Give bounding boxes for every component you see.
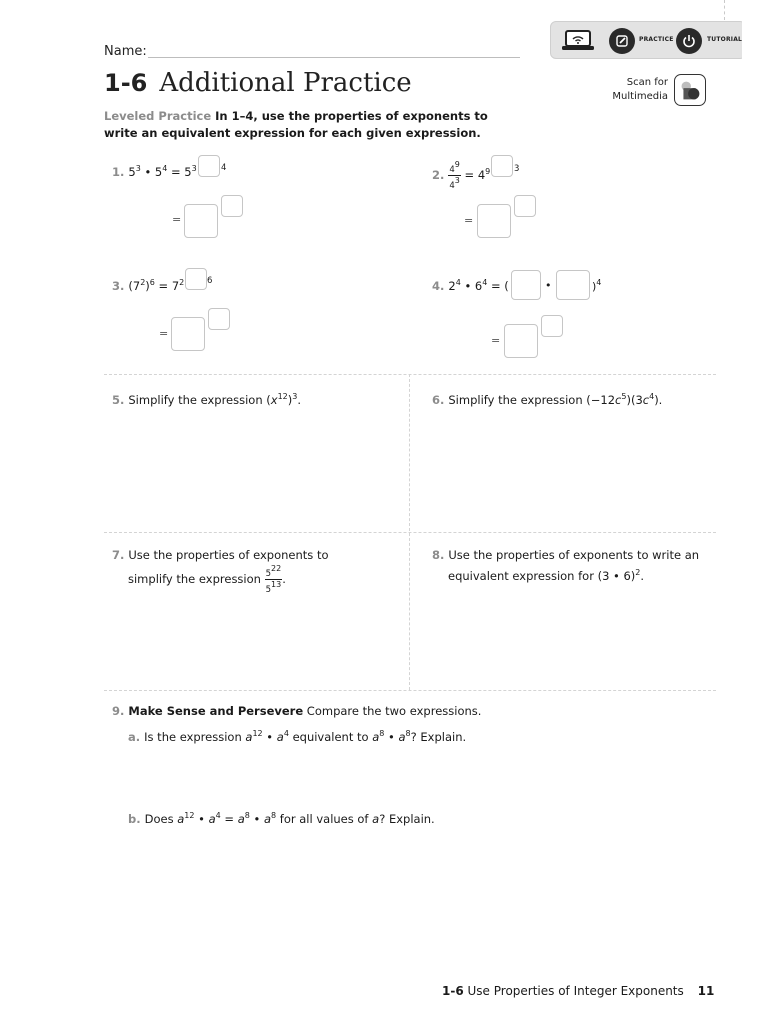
exponent-3: 6 (207, 276, 213, 286)
perforation-mark (724, 0, 725, 20)
divider-3 (104, 690, 716, 691)
problem-7: 7. Use the properties of exponents to simplify the expression $\frac{5^{22}}{5^{13}}$ . (112, 548, 329, 595)
footer-title: Use Properties of Integer Exponents (467, 984, 684, 998)
leveled-practice-label: Leveled Practice (104, 109, 212, 123)
answer-box-1b[interactable] (184, 204, 218, 238)
lesson-number: 1-6 (104, 69, 148, 97)
exponent-1: 4 (221, 163, 227, 173)
page-title (104, 68, 412, 98)
name-label: Name: (104, 44, 147, 59)
laptop-icon (561, 28, 595, 52)
answer-box-1c[interactable] (221, 195, 243, 217)
answer-box-2c[interactable] (514, 195, 536, 217)
instructions (104, 108, 524, 142)
dot-4: • (545, 279, 552, 292)
equals-sign-4: = (491, 334, 501, 347)
problem-2: 2. $\frac{4^9}{4^3}$ = $4^9$ (432, 160, 491, 191)
fraction-2: $\frac{4^9}{4^3}$ (449, 160, 460, 191)
page-footer (442, 984, 714, 998)
divider-2 (104, 532, 716, 533)
digital-tools-panel (550, 21, 742, 59)
problem-5: 5. Simplify the expression $(x^{12})^3$. (112, 392, 302, 407)
footer-lesson: 1-6 (442, 984, 464, 998)
scan-text: Scan for Multimedia (612, 77, 668, 102)
name-line (148, 57, 520, 58)
page-number: 11 (697, 984, 715, 998)
problem-9-heading: Make Sense and Persevere (128, 704, 304, 718)
tutorial-button[interactable] (676, 28, 702, 54)
pencil-icon (614, 33, 630, 49)
problem-9b: b. Does $a^{12}$ • $a^4 = a^8$ • $a^8$ for all values of a? Explain. (128, 811, 435, 826)
problem-9: 9. Make Sense and Persevere Compare the two expressions. (112, 704, 482, 718)
answer-box-3b[interactable] (171, 317, 205, 351)
problem-8: 8. Use the properties of exponents to write an equivalent expression for (3 • 6)$^2$. (432, 548, 700, 583)
divider-1 (104, 374, 716, 375)
scan-multimedia-icon[interactable] (674, 74, 706, 106)
answer-box-1a[interactable] (198, 155, 220, 177)
equals-sign-1: = (172, 213, 182, 226)
equals-sign-2: = (464, 214, 474, 227)
tutorial-label: TUTORIAL (707, 36, 742, 43)
problem-3: 3. $(7^2)^6 = 7^2$ (112, 278, 185, 293)
title-text: Additional Practice (159, 68, 412, 98)
answer-box-4c[interactable] (504, 324, 538, 358)
instructions-text: In 1–4, use the properties of exponents to write an equivalent expression for each given expression. (104, 109, 488, 140)
answer-box-2b[interactable] (477, 204, 511, 238)
problem-4: 4. $2^4$ • $6^4$ = ( (432, 278, 509, 293)
answer-box-4d[interactable] (541, 315, 563, 337)
answer-box-3c[interactable] (208, 308, 230, 330)
problem-9a: a. Is the expression $a^{12}$ • $a^4$ equivalent to $a^8$ • $a^8$? Explain. (128, 729, 467, 744)
answer-box-4a[interactable] (511, 270, 541, 300)
practice-label: PRACTICE (639, 36, 674, 43)
answer-box-2a[interactable] (491, 155, 513, 177)
power-icon (681, 33, 697, 49)
answer-box-3a[interactable] (185, 268, 207, 290)
answer-box-4b[interactable] (556, 270, 590, 300)
fraction-7: $\frac{5^{22}}{5^{13}}$ (265, 564, 282, 595)
problem-6: 6. Simplify the expression $(-12c^5)(3c^4)$. (432, 392, 663, 407)
practice-button[interactable] (609, 28, 635, 54)
exponent-2: 3 (514, 164, 520, 174)
close-paren-4: )$^4$ (592, 278, 602, 293)
equals-sign-3: = (159, 327, 169, 340)
problem-1: 1. $5^3$ • $5^4 = 5^3$ (112, 164, 197, 179)
